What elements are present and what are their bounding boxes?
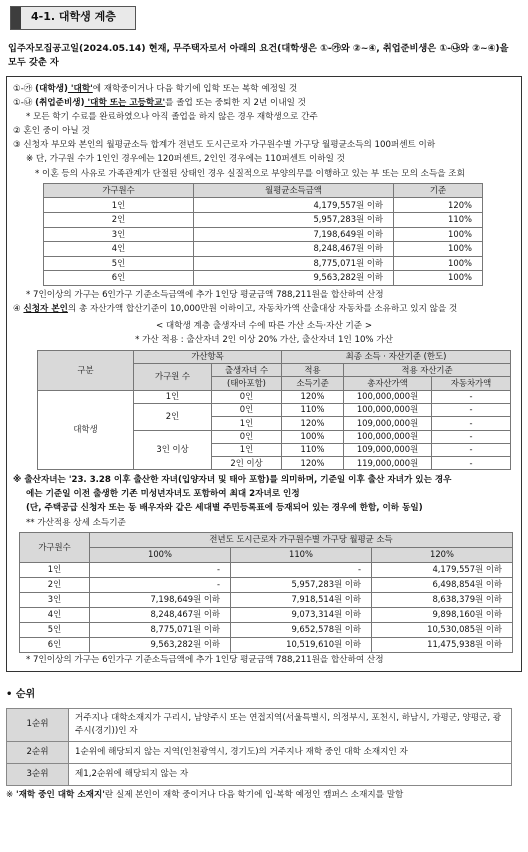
detail-title: ** 가산적용 상세 소득기준 (26, 517, 126, 528)
income-cell: 120% (394, 198, 483, 213)
bonus-cell: 119,000,000원 (344, 457, 432, 470)
avg-th-110: 110% (231, 547, 372, 562)
income-cell: 7,198,649원 이하 (194, 227, 394, 242)
req-jobseeker-prefix: ①-㉯ (13, 97, 36, 108)
avg-cell: 10,519,610원 이하 (231, 637, 372, 652)
bonus-cell: 2인 이상 (212, 457, 282, 470)
rank-desc: 1순위에 해당되지 않는 지역(인천광역시, 경기도)의 거주지나 재학 중인 대학 소재지인 자 (69, 742, 512, 764)
avg-th-title: 전년도 도시근로자 가구원수별 가구당 월평균 소득 (90, 532, 513, 547)
table-row (44, 271, 483, 286)
table-row (20, 592, 513, 607)
avg-cell: 1인 (20, 562, 90, 577)
req-jobseeker (13, 96, 515, 110)
bonus-th-asset-std: 적용 자산기준 (344, 364, 511, 377)
req-asset-rest: 의 총 자산가액 합산기준이 10,000만원 이하이고, 자동차가액 산출대상 자동차를 소유하고 있지 않을 것 (67, 304, 458, 315)
income-th-amount: 월평균소득금액 (194, 183, 394, 198)
bonus-cell: 0인 (212, 390, 282, 403)
bonus-title: < 대학생 계층 출생자녀 수에 따른 가산 소득·자산 기준 > (155, 321, 373, 332)
bonus-cell: 120% (282, 390, 344, 403)
bonus-th-household: 가구원 수 (134, 364, 212, 391)
avg-cell: - (231, 562, 372, 577)
avg-cell: 2인 (20, 577, 90, 592)
income-cell: 8,248,467원 이하 (194, 242, 394, 257)
bonus-cell: 1인 (212, 443, 282, 456)
intro-text: 입주자모집공고일(2024.05.14) 현재, 무주택자로서 아래의 요건(대학생은 ①-㉮와 ②~④, 취업준비생은 ①-㉯와 ②~④)을 모두 갖춘 자 (8, 43, 509, 68)
bonus-cell: 110% (282, 403, 344, 416)
note-seven-plus-2: * 7인이상의 가구는 6인가구 기준소득금액에 추가 1인당 평균금액 788,211원을 합산하여 산정 (26, 654, 384, 665)
bonus-cell: - (432, 443, 511, 456)
income-cell: 9,563,282원 이하 (194, 271, 394, 286)
income-table (43, 183, 483, 286)
avg-cell: 11,475,938원 이하 (372, 637, 513, 652)
income-th-household: 가구원수 (44, 183, 194, 198)
requirements-box (6, 76, 522, 672)
avg-cell: 8,638,379원 이하 (372, 592, 513, 607)
income-th-standard: 기준 (394, 183, 483, 198)
bonus-cell: 1인 (134, 390, 212, 403)
income-cell: 100% (394, 242, 483, 257)
bonus-cell: 100% (282, 430, 344, 443)
table-row (20, 607, 513, 622)
footnote-rest: 란 실제 본인이 재학 중이거나 다음 학기에 입·복학 예정인 캠퍼스 소재지를 말함 (104, 790, 404, 801)
birth-note (13, 474, 515, 515)
bonus-cell: 100,000,000원 (344, 390, 432, 403)
table-row (38, 390, 511, 403)
table-row (20, 622, 513, 637)
section-title-text: 4-1. 대학생 계층 (31, 10, 116, 23)
income-cell: 5인 (44, 256, 194, 271)
table-row (44, 198, 483, 213)
bonus-cell: - (432, 430, 511, 443)
bonus-group: 대학생 (38, 390, 134, 470)
birth-note-line-2: 에는 기준일 이전 출생한 기존 미성년자녀도 포함하여 최대 2자녀로 인정 (26, 489, 300, 500)
bonus-cell: - (432, 457, 511, 470)
table-row (44, 256, 483, 271)
avg-cell: 9,563,282원 이하 (90, 637, 231, 652)
income-cell: 5,957,283원 이하 (194, 212, 394, 227)
bonus-th-car: 자동차가액 (432, 377, 511, 390)
bonus-th-total-asset: 총자산가액 (344, 377, 432, 390)
income-cell: 3인 (44, 227, 194, 242)
req-student (13, 82, 515, 96)
bonus-th-item: 가산항목 (134, 350, 282, 363)
avg-income-table (19, 532, 513, 653)
income-cell: 100% (394, 271, 483, 286)
bonus-cell: 120% (282, 457, 344, 470)
avg-cell: 6인 (20, 637, 90, 652)
avg-cell: 6,498,854원 이하 (372, 577, 513, 592)
avg-cell: 4,179,557원 이하 (372, 562, 513, 577)
avg-th-120: 120% (372, 547, 513, 562)
req-student-mid: '대학' (67, 83, 93, 94)
footnote (6, 790, 522, 802)
bonus-cell: - (432, 417, 511, 430)
bonus-th-category: 구분 (38, 350, 134, 390)
avg-th-household: 가구원수 (20, 532, 90, 562)
bonus-cell: 100,000,000원 (344, 403, 432, 416)
note-seven-plus: * 7인이상의 가구는 6인가구 기준소득금액에 추가 1인당 평균금액 788,211원을 합산하여 산정 (26, 289, 384, 300)
birth-note-line-1: ※ 출산자녀는 '23. 3.28 이후 출산한 자녀(입양자녀 및 태아 포함)를 의미하며, 기준일 이후 출산 자녀가 있는 경우 (13, 475, 452, 486)
income-cell: 4,179,557원 이하 (194, 198, 394, 213)
avg-cell: 8,775,071원 이하 (90, 622, 231, 637)
table-row (20, 637, 513, 652)
bonus-th-income: 소득기준 (282, 377, 344, 390)
bonus-cell: 3인 이상 (134, 430, 212, 470)
rank-label: 1순위 (7, 708, 69, 742)
page (6, 6, 522, 802)
bonus-cell: - (432, 403, 511, 416)
table-row (44, 227, 483, 242)
bonus-cell: 1인 (212, 417, 282, 430)
avg-cell: - (90, 562, 231, 577)
avg-th-100: 100% (90, 547, 231, 562)
section-title-bar (11, 7, 21, 29)
avg-cell: 8,248,467원 이하 (90, 607, 231, 622)
rank-label: 2순위 (7, 742, 69, 764)
avg-cell: 7,198,649원 이하 (90, 592, 231, 607)
req-income-divorce: * 이혼 등의 사유로 가족관계가 단절된 상태인 경우 실질적으로 부양의무를 이행하고 있는 부 또는 모의 소득을 조회 (35, 168, 465, 179)
bonus-cell: 109,000,000원 (344, 443, 432, 456)
avg-cell: 5인 (20, 622, 90, 637)
avg-cell: 9,898,160원 이하 (372, 607, 513, 622)
rank-desc: 제1,2순위에 해당되지 않는 자 (69, 764, 512, 786)
section-title (10, 6, 136, 30)
income-cell: 4인 (44, 242, 194, 257)
footnote-prefix: ※ (6, 790, 16, 801)
bonus-subtitle: * 가산 적용 : 출산자녀 2인 이상 20% 가산, 출산자녀 1인 10% 가산 (135, 335, 393, 346)
avg-cell: 9,073,314원 이하 (231, 607, 372, 622)
bonus-cell: 100,000,000원 (344, 430, 432, 443)
req-student-prefix: ①-㉮ (13, 83, 36, 94)
rank-title: • 순위 (6, 689, 36, 701)
avg-cell: 7,918,514원 이하 (231, 592, 372, 607)
table-row (44, 242, 483, 257)
req-income: ③ 신청자 부모와 본인의 월평균소득 합계가 전년도 도시근로자 가구원수별 가구당 월평균소득의 100퍼센트 이하 (13, 140, 436, 151)
income-cell: 1인 (44, 198, 194, 213)
rank-desc: 거주지나 대학소재지가 구리시, 남양주시 또는 연접지역(서울특별시, 의정부시, 포천시, 하남시, 가평군, 양평군, 광주시(경기))인 자 (69, 708, 512, 742)
rank-label: 3순위 (7, 764, 69, 786)
table-row (7, 764, 512, 786)
req-student-rest: 에 재학중이거나 다음 학기에 입학 또는 복학 예정일 것 (92, 83, 298, 94)
bonus-cell: 0인 (212, 403, 282, 416)
avg-cell: - (90, 577, 231, 592)
req-jobseeker-rest: 를 졸업 또는 중퇴한 지 2년 이내일 것 (165, 97, 306, 108)
bonus-cell: 120% (282, 417, 344, 430)
avg-cell: 5,957,283원 이하 (231, 577, 372, 592)
bonus-table (37, 350, 511, 471)
income-cell: 8,775,071원 이하 (194, 256, 394, 271)
income-cell: 110% (394, 212, 483, 227)
bonus-th-final: 최종 소득 · 자산기준 (한도) (282, 350, 511, 363)
table-row (44, 212, 483, 227)
avg-cell: 10,530,085원 이하 (372, 622, 513, 637)
avg-cell: 9,652,578원 이하 (231, 622, 372, 637)
req-student-bold: (대학생) (35, 83, 68, 94)
table-row (20, 562, 513, 577)
req-jobseeker-bold: (취업준비생) (35, 97, 85, 108)
avg-cell: 4인 (20, 607, 90, 622)
income-cell: 6인 (44, 271, 194, 286)
footnote-bold: '재학 중인 대학 소재지' (15, 790, 105, 801)
bonus-cell: 0인 (212, 430, 282, 443)
req-asset (13, 302, 515, 316)
bonus-cell: 110% (282, 443, 344, 456)
req-asset-prefix: ④ (13, 304, 24, 315)
table-row (7, 708, 512, 742)
bonus-th-children-sub: (태아포함) (212, 377, 282, 390)
birth-note-line-3: (단, 주택공급 신청자 또는 동 배우자와 같은 세대별 주민등록표에 등재되어 있는 경우에 한함, 이하 동일) (26, 502, 423, 513)
table-row (7, 742, 512, 764)
req-note-graduation: * 모든 학기 수료를 완료하였으나 아직 졸업을 하지 않은 경우 재학생으로 간주 (26, 111, 318, 122)
req-asset-bold: 신청자 본인 (23, 304, 68, 315)
bonus-th-children: 출생자녀 수 (212, 364, 282, 377)
req-jobseeker-mid: '대학 또는 고등학교' (84, 97, 166, 108)
rank-table (6, 708, 512, 787)
income-cell: 100% (394, 227, 483, 242)
req-income-exception: ※ 단, 가구원 수가 1인인 경우에는 120퍼센트, 2인인 경우에는 110퍼센트 이하일 것 (26, 154, 345, 165)
table-row (20, 577, 513, 592)
req-unmarried: ② 혼인 중이 아닐 것 (13, 126, 90, 137)
bonus-cell: 2인 (134, 403, 212, 430)
avg-cell: 3인 (20, 592, 90, 607)
bonus-cell: 109,000,000원 (344, 417, 432, 430)
income-cell: 2인 (44, 212, 194, 227)
bonus-th-apply: 적용 (282, 364, 344, 377)
bonus-cell: - (432, 390, 511, 403)
income-cell: 100% (394, 256, 483, 271)
